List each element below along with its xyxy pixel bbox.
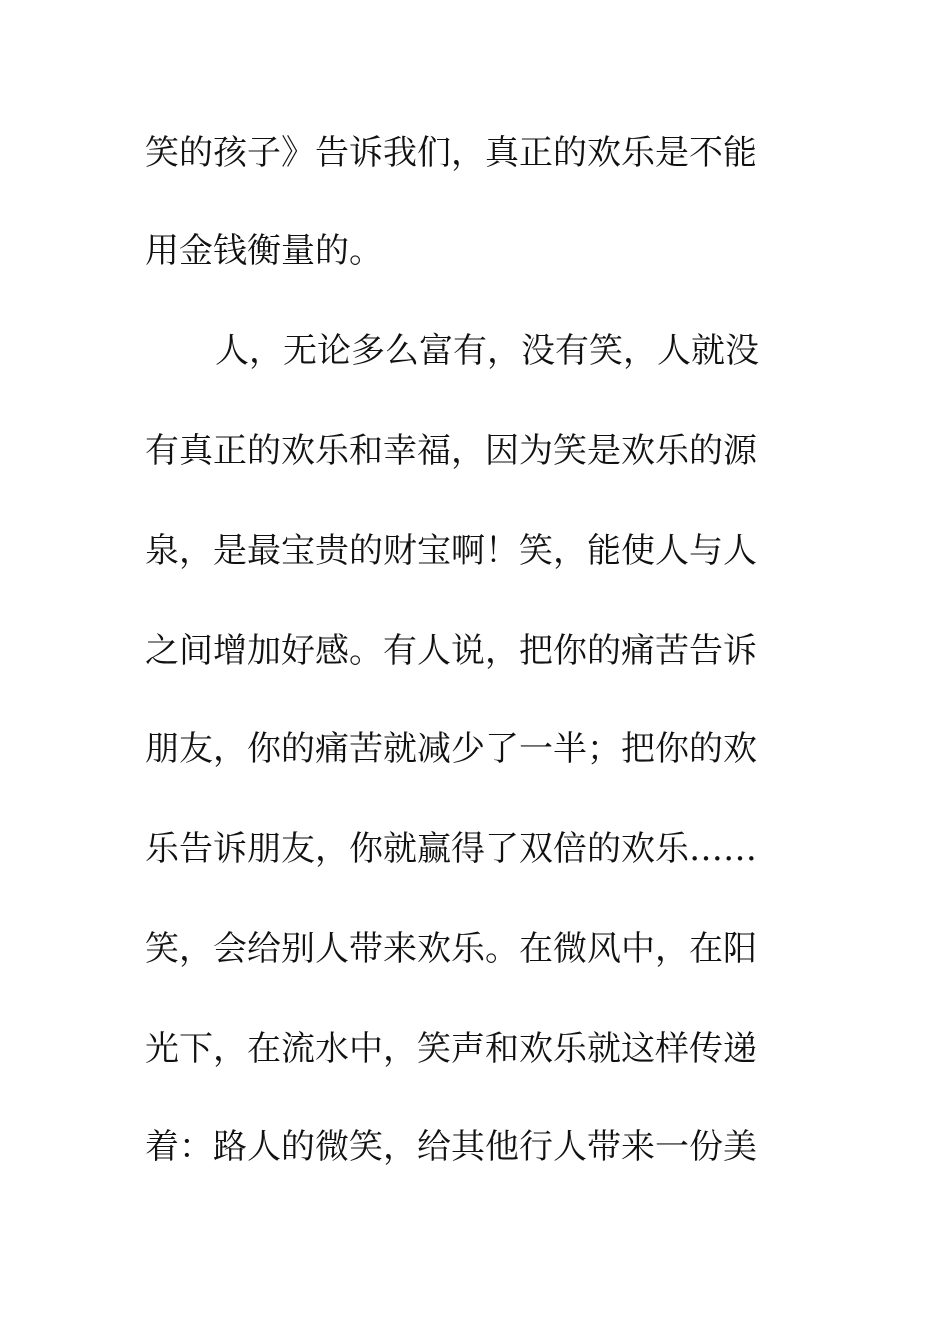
text-line-8: 乐告诉朋友，你就赢得了双倍的欢乐……: [145, 829, 757, 869]
text-line-5: 泉，是最宝贵的财宝啊！笑，能使人与人: [145, 531, 757, 571]
text-line-11: 着：路人的微笑，给其他行人带来一份美: [145, 1127, 757, 1167]
text-line-10: 光下，在流水中，笑声和欢乐就这样传递: [145, 1029, 757, 1069]
text-line-7: 朋友，你的痛苦就减少了一半；把你的欢: [145, 729, 757, 769]
text-line-4: 有真正的欢乐和幸福，因为笑是欢乐的源: [145, 431, 757, 471]
text-line-9: 笑，会给别人带来欢乐。在微风中，在阳: [145, 929, 757, 969]
text-line-3: 人，无论多么富有，没有笑，人就没: [215, 331, 759, 371]
text-line-2: 用金钱衡量的。: [145, 231, 383, 271]
text-line-1: 笑的孩子》告诉我们，真正的欢乐是不能: [145, 133, 757, 173]
text-line-6: 之间增加好感。有人说，把你的痛苦告诉: [145, 631, 757, 671]
